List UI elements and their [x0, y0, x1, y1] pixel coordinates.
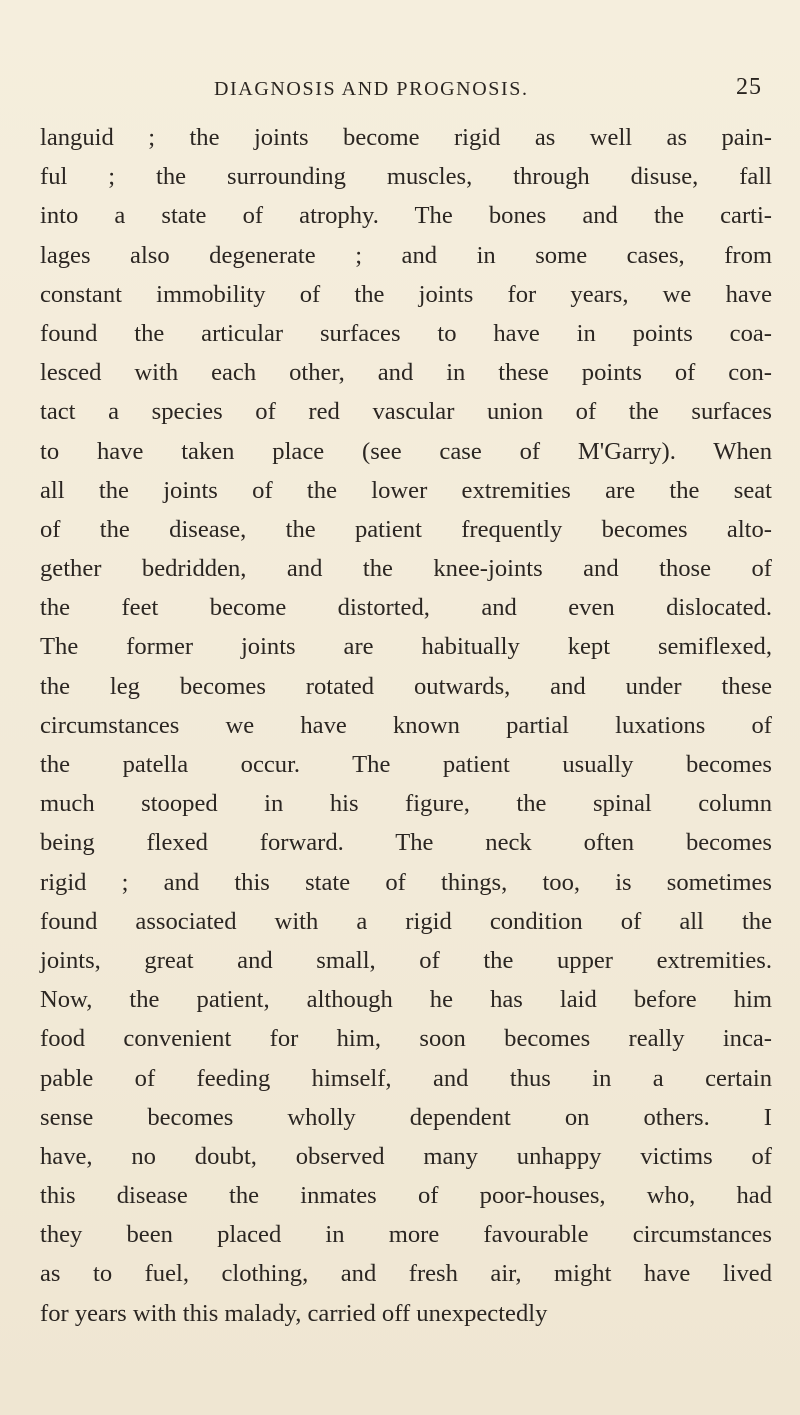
text-line: joints, great and small, of the upper extremities.: [40, 946, 772, 974]
running-title: DIAGNOSIS AND PROGNOSIS.: [214, 78, 529, 100]
text-line: pable of feeding himself, and thus in a certain: [40, 1064, 772, 1092]
text-line: for years with this malady, carried off unexpectedly: [40, 1299, 548, 1327]
text-line: food convenient for him, soon becomes really inca-: [40, 1025, 772, 1053]
text-line: tact a species of red vascular union of the surfaces: [40, 398, 772, 426]
text-line: found associated with a rigid condition of all the: [40, 907, 772, 935]
text-line: the feet become distorted, and even dislocated.: [40, 594, 772, 622]
text-line: languid ; the joints become rigid as well as pain-: [40, 124, 772, 151]
text-line: lesced with each other, and in these points of con-: [40, 359, 772, 387]
text-line: circumstances we have known partial luxations of: [40, 711, 772, 739]
text-line: gether bedridden, and the knee-joints and those of: [40, 555, 772, 583]
page-number: 25: [736, 74, 762, 100]
text-line: the patella occur. The patient usually becomes: [40, 751, 772, 778]
text-line: into a state of atrophy. The bones and the carti-: [40, 202, 772, 230]
text-line: have, no doubt, observed many unhappy victims of: [40, 1142, 772, 1170]
text-line: constant immobility of the joints for years, we have: [40, 280, 772, 308]
text-line: to have taken place (see case of M'Garry). When: [40, 437, 772, 465]
text-line: all the joints of the lower extremities are the seat: [40, 476, 772, 504]
text-line: The former joints are habitually kept semiflexed,: [40, 633, 772, 661]
text-line: the leg becomes rotated outwards, and under these: [40, 672, 772, 700]
text-line: of the disease, the patient frequently becomes alto-: [40, 515, 772, 543]
text-line: sense becomes wholly dependent on others. I: [40, 1103, 772, 1131]
text-line: as to fuel, clothing, and fresh air, might have lived: [40, 1260, 772, 1288]
text-line: lages also degenerate ; and in some cases, from: [40, 241, 772, 269]
text-line: much stooped in his figure, the spinal column: [40, 790, 772, 818]
text-line: Now, the patient, although he has laid before him: [40, 986, 772, 1014]
text-line: this disease the inmates of poor-houses, who, had: [40, 1182, 772, 1210]
text-line: rigid ; and this state of things, too, is sometimes: [40, 868, 772, 896]
text-line: found the articular surfaces to have in points coa-: [40, 319, 772, 347]
text-line: being flexed forward. The neck often becomes: [40, 829, 772, 857]
text-line: they been placed in more favourable circumstances: [40, 1221, 772, 1249]
running-head: [0, 74, 800, 108]
body-text: [40, 118, 772, 1333]
text-line: ful ; the surrounding muscles, through disuse, fall: [40, 163, 772, 191]
